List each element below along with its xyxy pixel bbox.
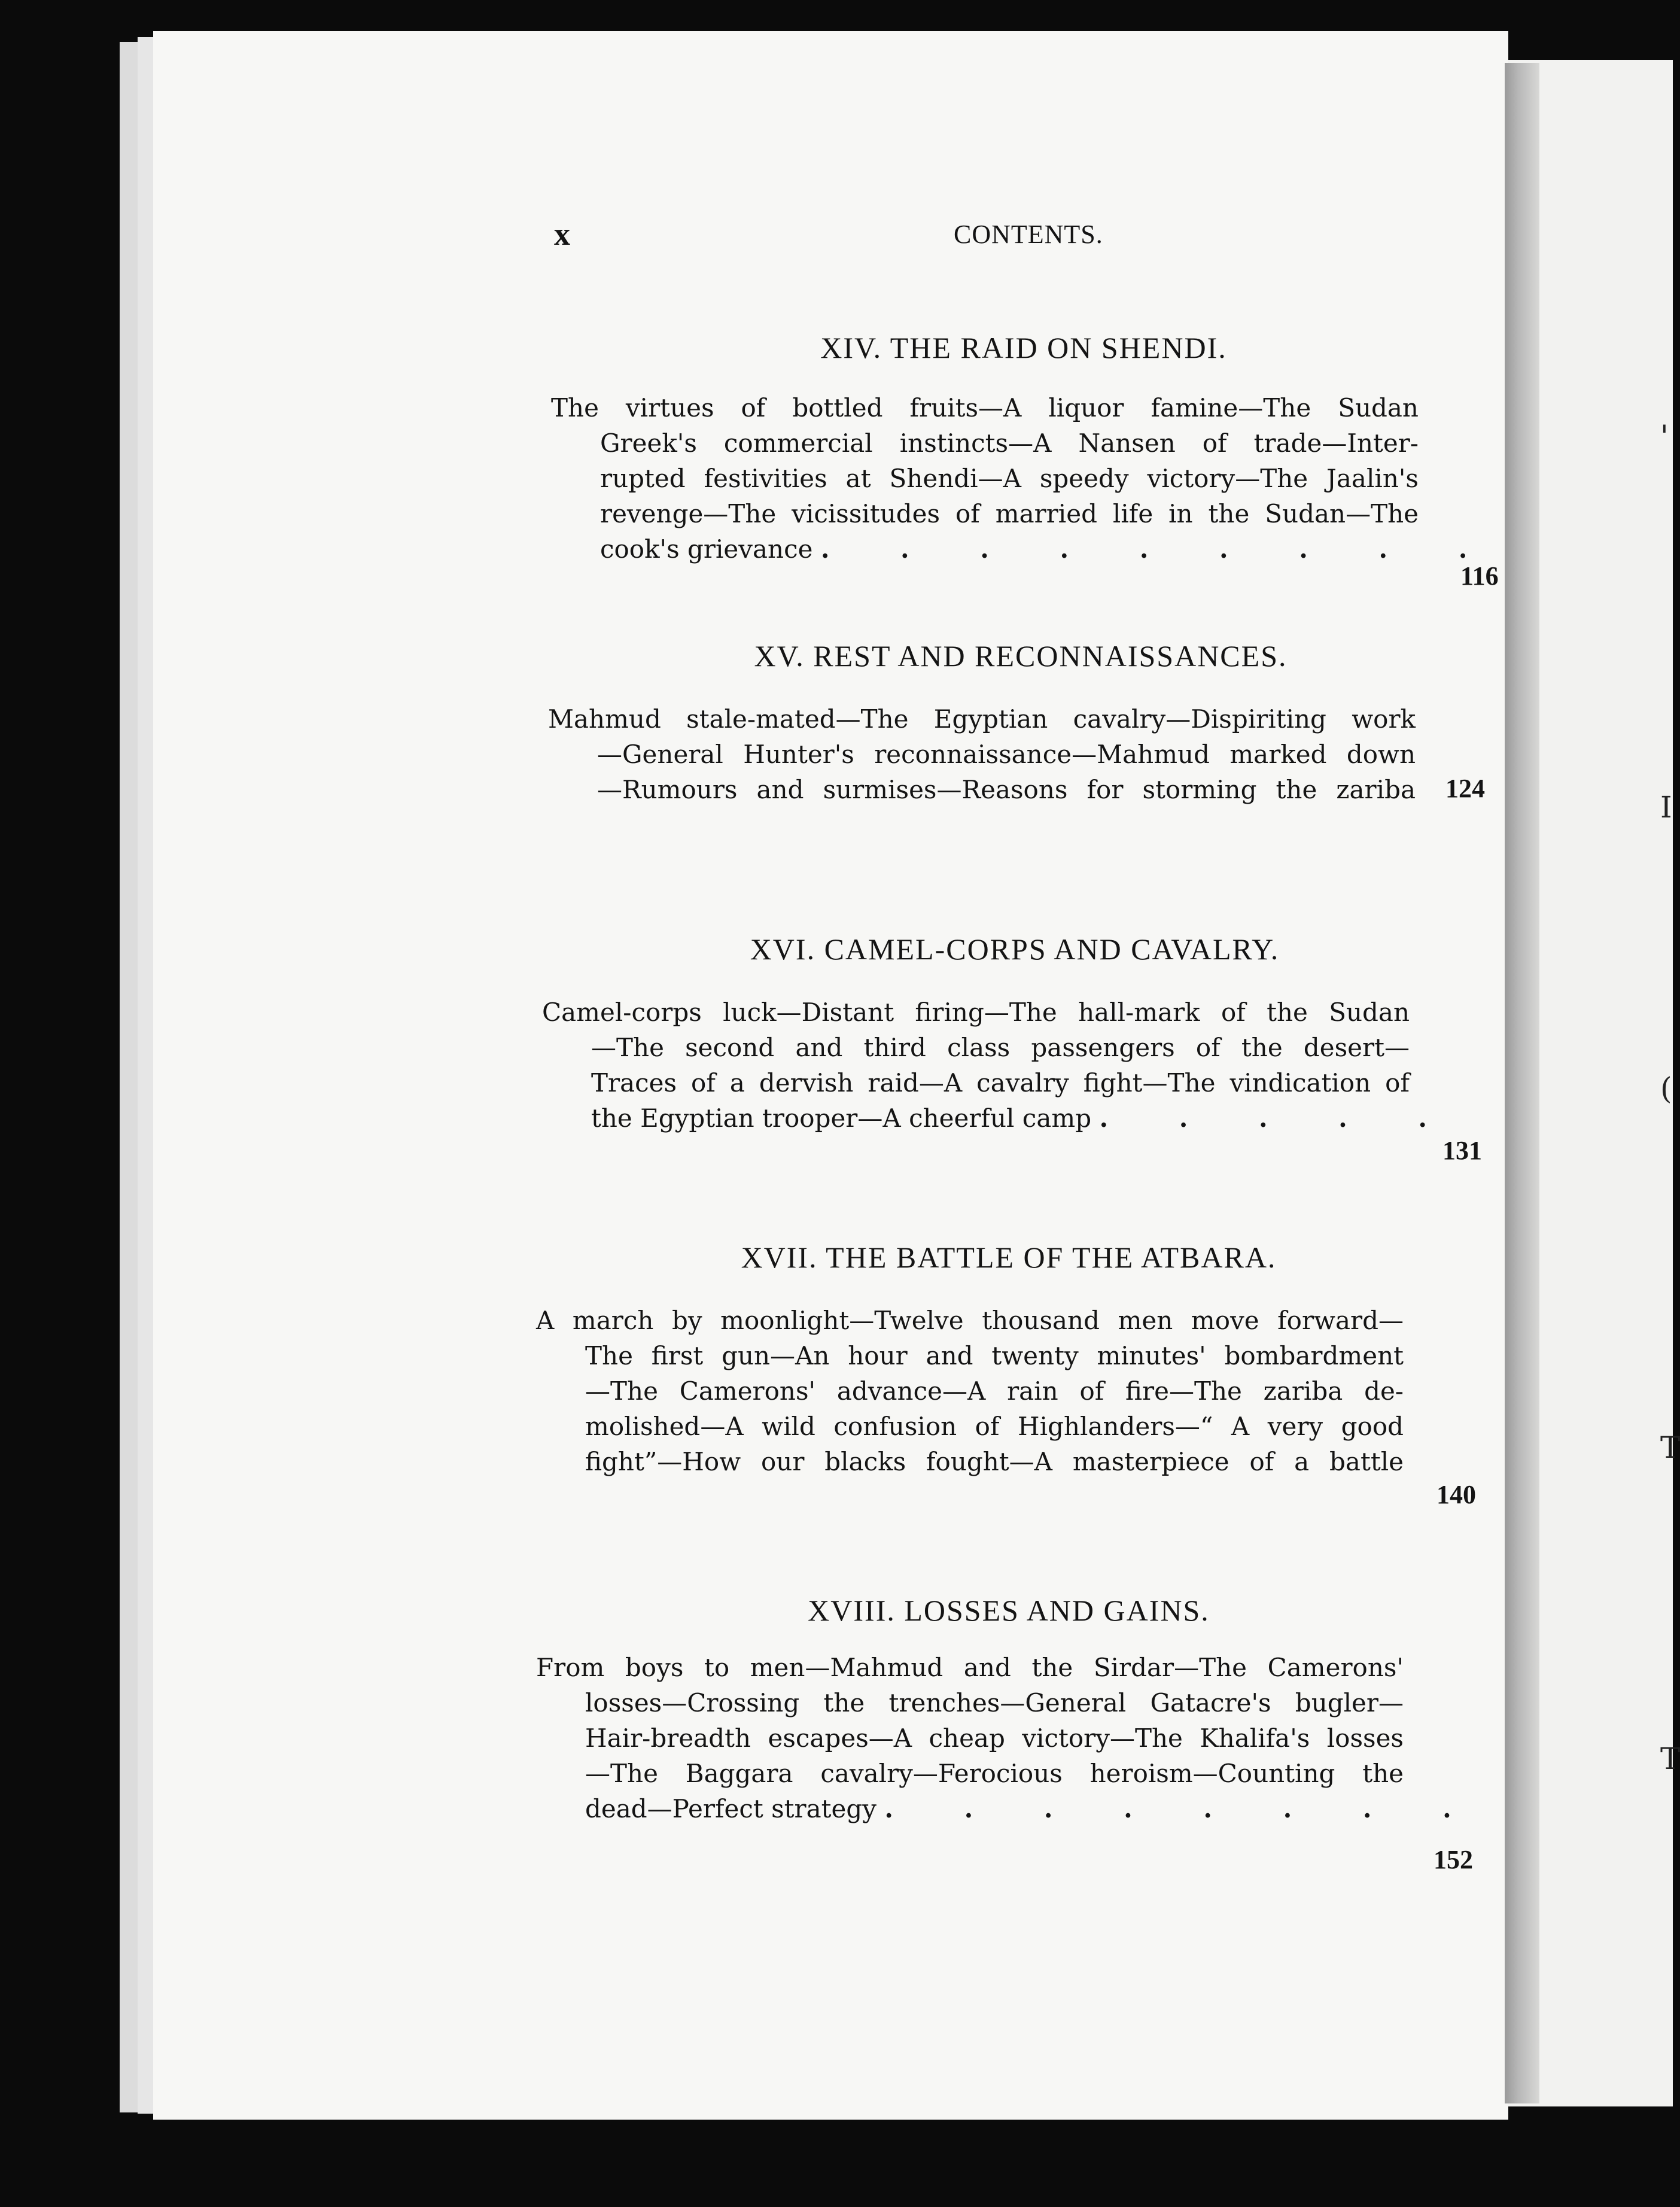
summary-line: losses—Crossing the trenches—General Gatacre's bugler—	[585, 1688, 1404, 1717]
chapter-summary	[548, 701, 1416, 807]
summary-line: Camel-corps luck—Distant firing—The hall-mark of the Sudan	[542, 998, 1410, 1027]
page-numeral: x	[554, 216, 570, 252]
dot-leader: . . . . . . . . .	[820, 534, 1499, 564]
dot-leader: . . . . . . . .	[884, 1794, 1483, 1823]
summary-line-text: the Egyptian trooper—A cheerful camp	[591, 1104, 1092, 1133]
summary-line: Traces of a dervish raid—A cavalry fight—The vindication of	[591, 1068, 1410, 1098]
summary-line: —Rumours and surmises—Reasons for storming the zariba	[597, 775, 1416, 804]
summary-line-text: dead—Perfect strategy	[585, 1794, 877, 1823]
chapter-title: XIV. THE RAID ON SHENDI.	[820, 331, 1227, 364]
facing-page-letter: (	[1660, 1071, 1672, 1106]
summary-line: A march by moonlight—Twelve thousand men move forward—	[536, 1306, 1404, 1335]
summary-line: Mahmud stale-mated—The Egyptian cavalry—Dispiriting work	[548, 704, 1416, 734]
chapter-summary	[536, 1303, 1404, 1479]
facing-page-letter: I	[1660, 790, 1672, 825]
summary-line: Greek's commercial instincts—A Nansen of trade—Inter-	[600, 428, 1419, 458]
summary-line: —The second and third class passengers of the desert—	[591, 1033, 1410, 1062]
book-gutter	[1505, 63, 1539, 2103]
chapter-summary	[542, 995, 1459, 1136]
summary-line: molished—A wild confusion of Highlanders—“ A very good	[585, 1412, 1404, 1441]
page-header	[153, 215, 1508, 257]
chapter-summary	[536, 1650, 1483, 1826]
summary-line	[551, 531, 1499, 567]
summary-line: From boys to men—Mahmud and the Sirdar—The Camerons'	[536, 1653, 1404, 1682]
page-number: 152	[1434, 1845, 1473, 1874]
chapter-title: XVII. THE BATTLE OF THE ATBARA.	[741, 1241, 1277, 1274]
facing-page-letter: '	[1660, 419, 1669, 454]
summary-line	[536, 1791, 1483, 1826]
page-number: 116	[1460, 561, 1499, 591]
chapter-summary	[551, 390, 1499, 567]
summary-line: fight”—How our blacks fought—A masterpiece of a battle	[585, 1447, 1404, 1476]
chapter-title: XV. REST AND RECONNAISSANCES.	[754, 639, 1288, 673]
summary-line: The first gun—An hour and twenty minutes' bombardment	[585, 1341, 1404, 1370]
summary-line: revenge—The vicissitudes of married life in the Sudan—The	[600, 499, 1419, 528]
summary-line: rupted festivities at Shendi—A speedy victory—The Jaalin's	[600, 464, 1419, 493]
summary-line: —General Hunter's reconnaissance—Mahmud marked down	[597, 740, 1416, 769]
chapter-title: XVIII. LOSSES AND GAINS.	[808, 1594, 1210, 1627]
dot-leader: . . . . .	[1099, 1104, 1459, 1133]
book-page	[153, 31, 1508, 2120]
page-number: 124	[1445, 774, 1485, 803]
facing-page-letter: T	[1660, 1430, 1680, 1465]
summary-line	[542, 1101, 1459, 1136]
chapter-title: XVI. CAMEL-CORPS AND CAVALRY.	[750, 932, 1280, 966]
running-head: CONTENTS.	[954, 220, 1103, 249]
page-number: 140	[1436, 1480, 1476, 1509]
page-number: 131	[1442, 1136, 1482, 1165]
summary-line: —The Baggara cavalry—Ferocious heroism—Counting the	[585, 1759, 1404, 1788]
summary-line: The virtues of bottled fruits—A liquor famine—The Sudan	[551, 393, 1419, 422]
facing-page-letter: T	[1660, 1741, 1680, 1776]
summary-line: Hair-breadth escapes—A cheap victory—The Khalifa's losses	[585, 1723, 1404, 1753]
summary-line: —The Camerons' advance—A rain of fire—The zariba de-	[585, 1376, 1404, 1406]
summary-line-text: cook's grievance	[600, 534, 813, 564]
